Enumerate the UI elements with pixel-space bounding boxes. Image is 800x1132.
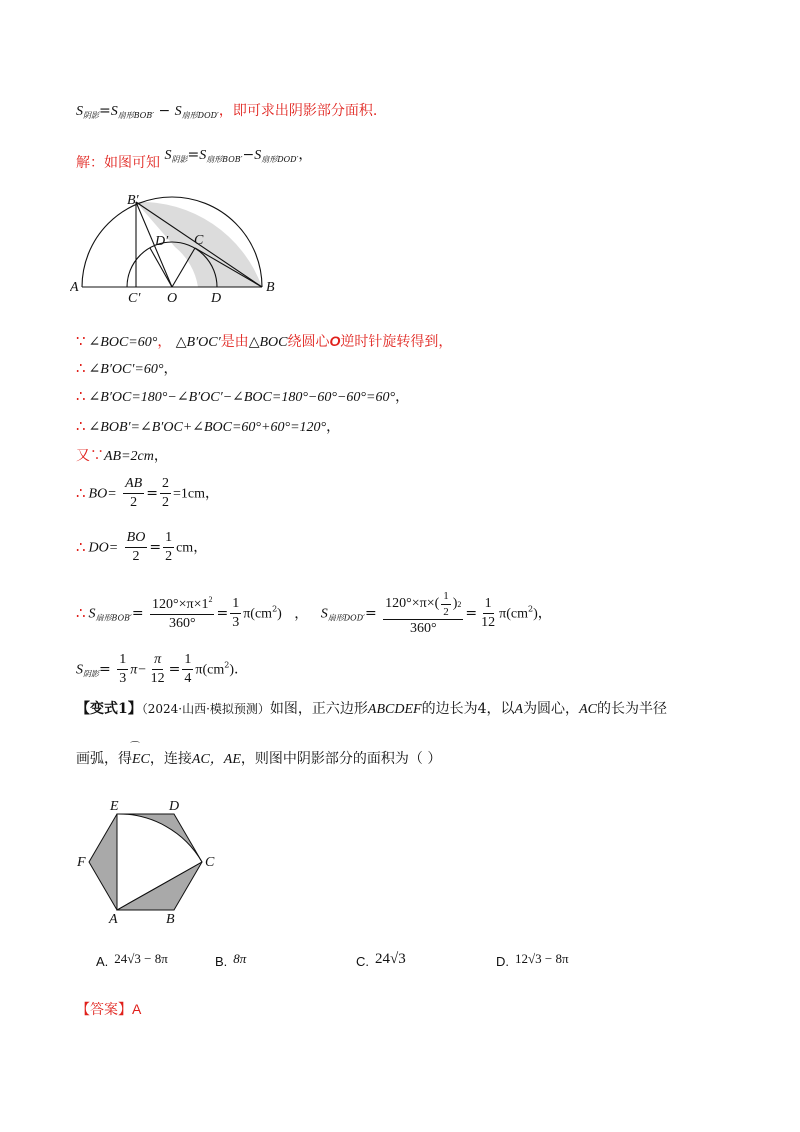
sub-sector1: 扇形BOB′ (117, 111, 155, 120)
step-4 (76, 419, 340, 435)
end: ， (193, 539, 208, 556)
answer-label: 【答案】 (76, 1001, 132, 1017)
expr: AB=2cm (104, 449, 154, 464)
sep: ， (294, 605, 309, 622)
answer-value: A (132, 1001, 142, 1017)
pi-minus: π− (130, 662, 147, 678)
eq: = (146, 485, 158, 502)
expr: ∠B′OC′=60° (88, 362, 164, 377)
hexagon-name: ABCDEF (367, 702, 422, 717)
label-b: B (166, 912, 175, 927)
sub-sector-bob: 扇形BOB′ (95, 613, 132, 623)
hexagon-figure (72, 796, 222, 931)
problem-text4: 的长为半径 (596, 701, 667, 717)
fraction-sector2: 120°×π×( $\frac{1}{2}$ ) 2 360° (385, 590, 462, 637)
eq: = (99, 103, 111, 119)
label-e: E (110, 799, 119, 814)
therefore-symbol: ∴ (76, 537, 86, 556)
text: 是由 (220, 334, 249, 350)
s: S (76, 662, 83, 678)
option-d[interactable] (496, 951, 569, 969)
expr: ∠BOC=60° (88, 335, 158, 350)
label-d: D (211, 291, 222, 305)
fraction-1-3: $\frac{1}{3}$ (232, 596, 240, 631)
val2: π(cm (499, 606, 528, 622)
minus2: − (242, 147, 255, 163)
formula-s2: S (110, 104, 118, 119)
fraction-1-4: $\frac{1}{4}$ (184, 652, 192, 687)
option-a-label: A. (96, 954, 109, 969)
end: ， (537, 605, 552, 622)
segment-ac: AC (579, 702, 597, 717)
label-c: C (194, 233, 204, 248)
rhs: cm (176, 540, 194, 556)
problem-line-2 (76, 742, 442, 767)
fraction-ab-2: $\frac{AB}{2}$ (125, 476, 143, 511)
lhs: DO= (88, 540, 119, 556)
val: π(cm (195, 662, 225, 678)
problem-source: （2024·山西·模拟预测） (141, 702, 270, 716)
formula-s3: S (174, 104, 182, 119)
s2: S (320, 606, 328, 622)
fraction-pi-12: $\frac{\pi}{12}$ (150, 652, 165, 687)
s: S (88, 606, 96, 622)
option-b-value: 8π (233, 951, 247, 966)
label-a: A (70, 280, 79, 295)
problem-text3: 为圆心， (523, 701, 580, 717)
step-7 (76, 530, 207, 565)
option-d-label: D. (496, 954, 509, 969)
therefore-symbol: ∴ (76, 359, 86, 377)
label-d-prime: D′ (155, 234, 169, 249)
center-o: O (329, 333, 341, 349)
expr: ∠BOB′=∠B′OC+∠BOC=60°+60°=120° (88, 420, 327, 435)
step-3 (76, 389, 409, 405)
prefix: 又∵ (76, 448, 104, 464)
hint-text: ，即可求出阴影部分面积. (218, 103, 378, 119)
triangle-prime: △B′OC′ (175, 335, 221, 350)
connect-segments: AC，AE (191, 752, 241, 767)
therefore-symbol: ∴ (76, 483, 86, 502)
sub-sector2: 扇形DOD′ (181, 111, 219, 120)
eq: = (149, 539, 162, 556)
label-c: C (205, 855, 215, 870)
therefore-symbol: ∴ (76, 603, 86, 622)
eq: = (99, 661, 111, 678)
step-6 (76, 476, 219, 511)
option-d-value: 12√3 − 8π (515, 951, 569, 966)
problem-text5: 画弧，得 (76, 751, 132, 767)
end: ， (204, 485, 219, 502)
suffix: ， (298, 147, 313, 163)
option-c[interactable] (356, 951, 406, 969)
text3: 逆时针旋转得到， (340, 334, 453, 350)
triangle-boc: △BOC (248, 335, 288, 350)
eq2: = (168, 661, 181, 678)
eq2: = (216, 605, 229, 622)
label-d: D (169, 799, 180, 814)
segment-od (150, 248, 172, 287)
sub-shadow2: 阴影 (171, 155, 188, 164)
solution-prefix: 解：如图可知 (76, 155, 160, 171)
eq4: = (465, 605, 478, 622)
sub-shadow: 阴影 (83, 111, 99, 120)
rhs: =1cm (172, 486, 205, 502)
comma: ， (157, 334, 172, 350)
because-symbol: ∵ (76, 332, 86, 350)
label-b-prime: B′ (127, 193, 139, 208)
label-f: F (77, 855, 86, 870)
label-a: A (109, 912, 118, 927)
sub-shadow: 阴影 (83, 669, 99, 679)
end: ， (163, 361, 178, 377)
text2: 绕圆心 (287, 334, 330, 350)
option-b[interactable] (215, 951, 246, 969)
formula-s5: S (199, 148, 207, 163)
problem-tag: 【变式1】 (76, 701, 142, 717)
fraction-sector1: $\frac{120^\circ\times\pi\times 1^2}{360^\circ}$ (152, 595, 213, 632)
sub-sector-dod: 扇形DOD′ (327, 613, 365, 623)
end: ， (395, 389, 410, 405)
therefore-symbol: ∴ (76, 387, 86, 405)
end: ， (153, 448, 168, 464)
arc-ec: ⌒ EC (130, 742, 150, 767)
eq: = (131, 605, 144, 622)
point-a: A (514, 702, 524, 717)
step-1 (76, 334, 452, 350)
step-5 (76, 449, 168, 464)
option-a[interactable] (96, 951, 168, 969)
option-c-value: 24√3 (375, 951, 406, 967)
fraction-1-3: $\frac{1}{3}$ (119, 652, 127, 687)
label-o: O (167, 291, 178, 305)
option-b-label: B. (215, 954, 228, 969)
expr: ∠B′OC=180°−∠B′OC′−∠BOC=180°−60°−60°=60° (88, 390, 396, 405)
eq3: = (364, 605, 377, 622)
fraction-bo-2: $\frac{BO}{2}$ (126, 530, 146, 565)
label-c-prime: C′ (128, 291, 141, 305)
fraction-1-12: $\frac{1}{12}$ (481, 596, 496, 631)
sub-sector2b: 扇形DOD′ (261, 155, 299, 164)
step-2 (76, 361, 177, 377)
sub-sector1b: 扇形BOB′ (206, 155, 243, 164)
option-c-label: C. (356, 954, 369, 969)
fraction-2-2: $\frac{2}{2}$ (161, 476, 169, 511)
problem-text6: ，连接 (149, 751, 192, 767)
formula-s6: S (254, 148, 262, 163)
semicircle-figure (70, 190, 290, 305)
minus: − (158, 103, 171, 119)
step-9: $S_{阴影}=$ $\frac{1}{3}$ π− $\frac{\pi}{12}$ = $\frac{1}{4}$ $\pi(cm^2)$. (76, 652, 239, 687)
problem-text7: ，则图中阴影部分的面积为（ ） (240, 751, 442, 767)
lhs: BO= (88, 486, 117, 502)
option-a-value: 24√3 − 8π (114, 951, 168, 966)
end: ， (326, 419, 341, 435)
problem-line-1 (76, 702, 667, 717)
solution-hint-line (76, 104, 377, 120)
label-b: B (266, 280, 275, 295)
formula-s4: S (164, 148, 172, 163)
problem-text1: 如图，正六边形 (269, 701, 368, 717)
fraction-1-2: $\frac{1}{2}$ (165, 530, 173, 565)
step-8: ∴ $S_{扇形BOB'}=$ $\frac{120^\circ\times\pi\times 1^2}{360^\circ}$ = $\frac{1}{3}$ $\pi(cm^2)$ ， $S_{扇形DOD'}=$ 120°×π×( $\frac{1}{2}$ ) 2 360° = $\frac{1}{12}$ $\pi(cm^2)$， (76, 590, 552, 637)
val1: π(cm (243, 606, 273, 622)
solution-start-line (76, 148, 312, 170)
therefore-symbol: ∴ (76, 417, 86, 435)
eq2: = (187, 147, 200, 163)
end: . (234, 661, 239, 678)
formula-s: S (76, 104, 83, 119)
answer (76, 1002, 141, 1016)
problem-text2: 的边长为4，以 (421, 701, 515, 717)
